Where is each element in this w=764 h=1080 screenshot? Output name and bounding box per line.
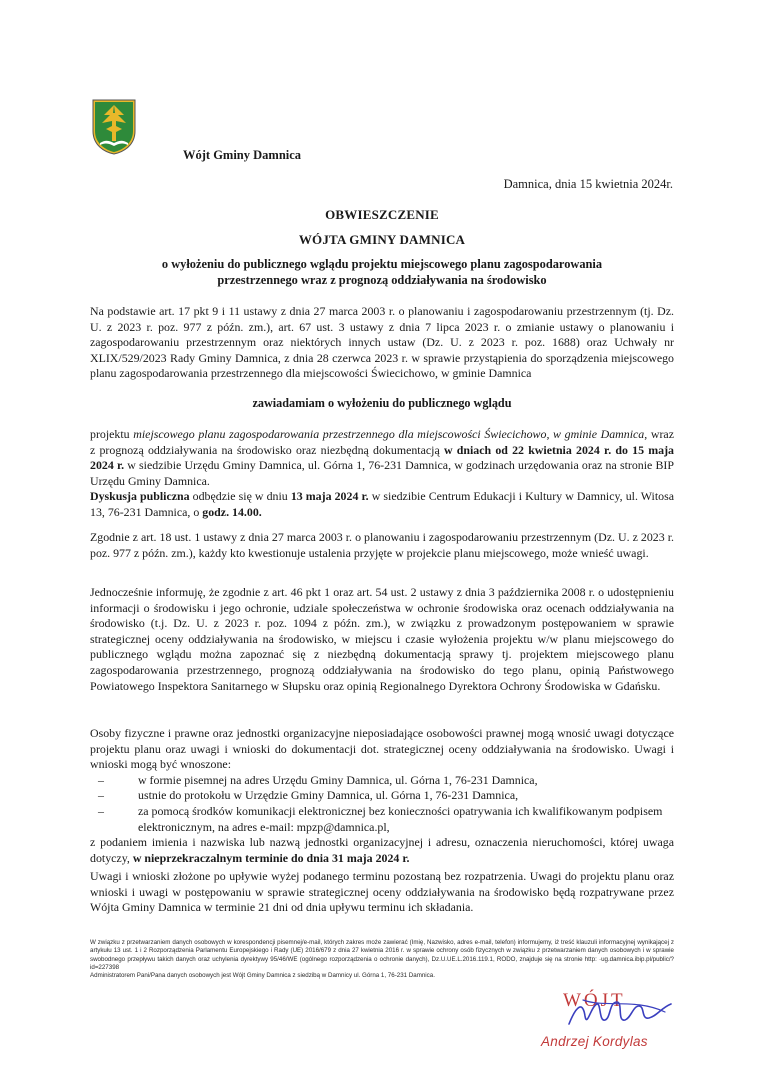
late-comments-text: Uwagi i wnioski złożone po upływie wyżej podanego terminu pozostaną bez rozpatrzenia. Uwagi do projektu planu oraz wnioski i uwagi w postępowaniu w sprawie strategicznej oceny oddziaływania na środowisko będą rozpatrywane przez Wójta Gminy Damnica w terminie 21 dni od dnia upływu terminu ich składania. <box>90 869 674 915</box>
display-period: w dniach od 22 kwietnia 2024 r. do 15 maja 2024 r. <box>90 442 674 473</box>
signatory-name: Andrzej Kordylas <box>541 1034 648 1049</box>
title-subject-line-2: przestrzennego wraz z prognozą oddziaływania na środowisko <box>217 272 547 287</box>
submission-closing: z podaniem imienia i nazwiska lub nazwą jednostki organizacyjnej i adresu, oznaczenia nieruchomości, której uwaga dotyczy, <box>90 835 674 865</box>
list-item: – za pomocą środków komunikacji elektronicznej bez konieczności opatrywania ich kwalifikowanym podpisem elektronicznym, na adres e-mail: mpzp@damnica.pl, <box>90 804 674 835</box>
gdpr-administrator: Administratorem Pani/Pana danych osobowych jest Wójt Gminy Damnica z siedzibą w Damnicy ul. Górna 1, 76-231 Damnica. <box>90 972 435 980</box>
legal-basis-paragraph <box>90 304 674 382</box>
announcement-line: zawiadamiam o wyłożeniu do publicznego wglądu <box>252 396 512 410</box>
discussion-label: Dyskusja publiczna <box>90 489 190 504</box>
signature-stamp <box>535 990 685 1060</box>
right-to-comment-paragraph <box>90 530 674 561</box>
handwritten-signature-icon <box>565 994 675 1032</box>
discussion-text-1: odbędzie się w dniu <box>189 489 291 504</box>
gdpr-footnote <box>90 939 674 980</box>
project-text-3: w siedzibie Urzędu Gminy Damnica, ul. Górna 1, 76-231 Damnica, w godzinach urzędowania oraz na stronie BIP Urzędu Gminy Damnica. <box>90 458 674 488</box>
list-item: – w formie pisemnej na adres Urzędu Gminy Damnica, ul. Górna 1, 76-231 Damnica, <box>90 773 674 789</box>
list-item: – ustnie do protokołu w Urzędzie Gminy Damnica, ul. Górna 1, 76-231 Damnica, <box>90 788 674 804</box>
gdpr-clause: W związku z przetwarzaniem danych osobowych w korespondencji pisemnej/e-mail, których zakres może zawierać (Imię, Nazwisko, adres e-mail, telefon) informujemy, iż treść klauzuli informacyjnej wynikającej z artykułu 13 ust. 1 i 2 Rozporządzenia Parlamentu Europejskiego i Rady (UE) 2016/679 z dnia 27 kwietnia 2016 r. w sprawie ochrony osób fizycznych w związku z przetwarzaniem danych osobowych i w sprawie swobodnego przepływu takich danych oraz uchylenia dyrektywy 95/46/WE (ogólnego rozporządzenia o ochronie danych), Dz.U.UE.L.2016.119.1, RODO, znajduje się na stronie http: ·ug.damnica.ibip.pl/public/?id=227398 <box>90 939 674 971</box>
signature-role: WÓJT <box>563 990 626 1011</box>
issuer-name: Wójt Gminy Damnica <box>183 148 302 162</box>
title-announcement: OBWIESZCZENIE <box>325 207 439 222</box>
project-name: miejscowego planu zagospodarowania przestrzennego dla miejscowości Świecichowo, w gminie Damnica <box>133 427 645 441</box>
submission-intro: Osoby fizyczne i prawne oraz jednostki organizacyjne nieposiadające osobowości prawnej mogą wnosić uwagi dotyczące projektu planu oraz uwagi i wnioski do dokumentacji dot. strategicznej oceny oddziaływania na środowisko. Uwagi i wnioski mogą być wnoszone: <box>90 726 674 772</box>
project-text-2: , wraz z prognozą oddziaływania na środowisko oraz niezbędną dokumentacją <box>90 427 674 457</box>
submission-methods-list <box>90 773 674 835</box>
discussion-text-2: w siedzibie Centrum Edukacji i Kultury w Damnicy, ul. Witosa 13, 76-231 Damnica, o <box>90 489 675 519</box>
document-titles <box>90 207 674 288</box>
project-text-1: projektu <box>90 427 134 441</box>
environment-info-text: Jednocześnie informuję, że zgodnie z art. 46 pkt 1 oraz art. 54 ust. 2 ustawy z dnia 3 października 2008 r. o udostępnieniu informacji o środowisku i jego ochronie, udziale społeczeństwa w ochronie środowiska oraz ocenach oddziaływania na środowisko (t.j. Dz. U. z 2023 r. poz. 1094 z późn. zm.), w związku z prowadzonym postępowaniem w sprawie strategicznej oceny oddziaływania na środowisko, w miejscu i czasie wyłożenia projektu w/w planu miejscowego do publicznego wglądu można zapoznać się z niezbędną dokumentacją sprawy tj. projektem miejscowego planu zagospodarowania przestrzennego, prognozą oddziaływania na środowisko do tego planu, opinią Państwowego Powiatowego Inspektora Sanitarnego w Słupsku oraz opinią Regionalnego Dyrektora Ochrony Środowiska w Gdańsku. <box>90 585 674 693</box>
discussion-date: 13 maja 2024 r. <box>290 489 369 504</box>
coat-of-arms-logo <box>92 99 136 155</box>
submission-deadline: w nieprzekraczalnym terminie do dnia 31 maja 2024 r. <box>132 850 410 865</box>
title-issuer: WÓJTA GMINY DAMNICA <box>298 232 466 247</box>
discussion-time: godz. 14.00. <box>202 504 262 519</box>
project-paragraph <box>90 427 674 521</box>
submission-paragraph <box>90 726 674 866</box>
legal-basis-text: Na podstawie art. 17 pkt 9 i 11 ustawy z dnia 27 marca 2003 r. o planowaniu i zagospodarowaniu przestrzennym (tj. Dz. U. z 2023 r. poz. 977 z późn. zm.), art. 67 ust. 3 ustawy z dnia 7 lipca 2023 r. o zmianie ustawy o planowaniu i zagospodarowaniu przestrzennym oraz niektórych innych ustaw (Dz. U. z 2023 r. poz. 1688) oraz Uchwały nr XLIX/529/2023 Rady Gminy Damnica, z dnia 28 czerwca 2023 r. w sprawie przystąpienia do sporządzenia miejscowego planu zagospodarowania przestrzennego dla miejscowości Świecichowo, w gminie Damnica <box>90 304 674 381</box>
issue-date: Damnica, dnia 15 kwietnia 2024r. <box>503 177 673 191</box>
environment-info-paragraph <box>90 585 674 694</box>
late-comments-paragraph <box>90 869 674 916</box>
right-to-comment-text: Zgodnie z art. 18 ust. 1 ustawy z dnia 27 marca 2003 r. o planowaniu i zagospodarowaniu przestrzennym (Dz. U. z 2023 r. poz. 977 z późn. zm.), każdy kto kwestionuje ustalenia przyjęte w projekcie planu miejscowego, może wnieść uwagi. <box>90 530 674 560</box>
title-subject-line-1: o wyłożeniu do publicznego wglądu projektu miejscowego planu zagospodarowania <box>161 257 603 271</box>
title-subject <box>90 257 674 288</box>
